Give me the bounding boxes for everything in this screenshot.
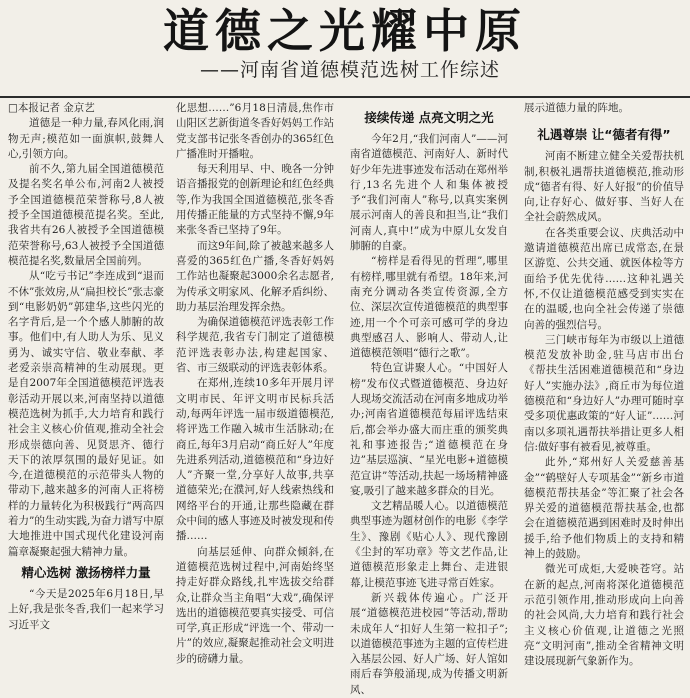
column-4 [524, 101, 684, 668]
header-divider [0, 96, 690, 98]
paragraph: 特色宣讲聚人心。“中国好人榜”发布仪式暨道德模范、身边好人现场交流活动在河南多地成功举办;河南省道德模范每届评选结束后,都会举办盛大而庄重的颁奖典礼和事迹报告;“道德模范在身边”基层巡演、“星光电影+道德模范宣讲”等活动,扶起一场场精神盛宴,吸引了越来越多群众的目光。 [350, 362, 508, 497]
column-4-continuation [524, 101, 684, 116]
section-heading-courtesy: 礼遇尊崇 让“德者有得” [537, 127, 671, 143]
column-2 [176, 101, 334, 665]
column-1-paragraphs-after [8, 587, 164, 633]
page-subtitle: ——河南省道德模范选树工作综述 [200, 59, 501, 81]
paragraph: 向基层延伸、向群众倾斜,在道德模范选树过程中,河南始终坚持走好群众路线,扎牢选拔交给群众,让群众当主角唱“大戏”,确保评选出的道德模范要真实接受、可信可学,真正形成“评选一个、带动一片”的效应,凝聚起推动社会文明进步的磅礴力量。 [176, 545, 334, 665]
column-1 [8, 101, 164, 631]
column-2-continuation [176, 101, 334, 162]
paragraph: 河南不断建立健全关爱帮扶机制,积极礼遇帮扶道德模范,推动形成“德者有得、好人好报”的价值导向,让存好心、做好事、当好人在全社会蔚然成风。 [524, 150, 684, 224]
paragraph: 展示道德力量的阵地。 [524, 102, 629, 114]
paragraph: 在各类重要会议、庆典活动中邀请道德模范出席已成常态,在景区游览、公共交通、就医体检等方面给予优先优待……这种礼遇关怀,不仅让道德模范感受到实实在在的温暖,也向全社会传递了崇德向善的强烈信号。 [524, 226, 684, 331]
paragraph: 新兴载体传遍心。广泛开展“道德模范进校园”等活动,帮助未成年人“扣好人生第一粒扣子”;以道德模范事迹为主题的宣传栏进入基层公园、好人广场、好人馆如雨后春笋般涌现,成为传播文明新风、 [350, 591, 508, 696]
section-heading-transmission: 接续传递 点亮文明之光 [364, 110, 494, 125]
paragraph: 道德是一种力量,春风化雨,润物无声;模范如一面旗帜,鼓舞人心,引领方向。 [8, 117, 164, 160]
column-2-paragraphs [176, 162, 334, 667]
paragraph: 文艺精品暖人心。以道德模范典型事迹为题材创作的电影《李学生》、豫剧《贴心人》、现代豫剧《尘封的军功章》等文艺作品,让道德模范形象走上舞台、走进银幕,让模范事迹飞进寻常百姓家。 [350, 500, 508, 589]
paragraph: 每天利用早、中、晚各一分钟语音播报党的创新理论和红色经典等,作为我国全国道德模范,张冬香用传播正能量的方式坚持不懈,9年来张冬香已坚持了9年。 [176, 163, 334, 237]
paragraph: 此外,“郑州好人关爱慈善基金”“鹤壁好人专项基金”“新乡市道德模范帮扶基金”等汇聚了社会各界关爱的道德模范帮扶基金,也都会在道德模范遇到困难时及时伸出援手,给予他们物质上的支持和精神上的鼓励。 [524, 456, 684, 561]
paragraph: 从“吃亏书记”李连成到“退而不休”张效房,从“扁担校长”张志豪到“电影奶奶”郭建华,这些闪光的名字背后,是一个个感人肺腑的故事。他们中,有人助人为乐、见义勇为、诚实守信、敬业奉献、孝老爱亲崇高精神的生动展现。更是自2007年全国道德模范评选表彰活动开展以来,河南坚持以道德模范选树为抓手,大力培育和践行社会主义核心价值观,推动全社会形成崇德向善、见贤思齐、德行天下的浓厚氛围的最好见证。如今,在道德模范的示范带头人物的带动下,越来越多的河南人正将榜样的力量转化为积极践行“两高四着力”的生动实践,为奋力谱写中原大地推进中国式现代化建设河南篇章凝聚起强大精神力量。 [8, 270, 164, 558]
paragraph: 三门峡市每年为市级以上道德模范发放补助金,驻马店市出台《帮扶生活困难道德模范和“身边好人”实施办法》,商丘市为每位道德模范和“身边好人”办理可随时享受多项优惠政策的“好人证”……河南以多项礼遇帮扶举措让更多人相信:做好事有被看见,被尊重。 [524, 333, 684, 453]
column-3-paragraphs [350, 132, 508, 698]
paragraph: “今天是2025年6月18日,早上好,我是张冬香,我们一起来学习习近平文 [8, 587, 164, 631]
paragraph: 为确保道德模范评选表彰工作科学规范,我省专门制定了道德模范评选表彰办法,构建起国家、省、市三级联动的评选表彰体系。 [176, 316, 334, 375]
byline: □本报记者 金京艺 [8, 102, 95, 114]
page-title: 道德之光耀中原 [163, 4, 527, 58]
paragraph: 微光可成炬,大爱映苍穹。站在新的起点,河南将深化道德模范示范引领作用,推动形成向上向善的社会风尚,大力培育和践行社会主义核心价值观,让道德之光照亮“文明河南”,推动全省精神文明建设展现新气象新作为。 [524, 563, 684, 668]
paragraph: “榜样是看得见的哲理”,哪里有榜样,哪里就有希望。18年来,河南充分调动各类宣传资源,全方位、深层次宣传道德模范的典型事迹,用一个个可亲可感可学的身边典型感召人、影响人、带动人,让道德模范领唱“德行之歌”。 [350, 255, 508, 360]
column-1-paragraphs [8, 116, 164, 560]
paragraph: 而这9年间,除了被越来越多人喜爱的365红色广播,冬香好妈妈工作站也凝聚起3000余名志愿者,为传承文明家风、化解矛盾纠纷、助力基层治理发挥余热。 [176, 239, 334, 313]
paragraph: 在郑州,连续10多年开展月评文明市民、年评文明市民标兵活动,每两年评选一届市级道德模范,将评选工作融入城市生活脉动;在商丘,每年3月启动“商丘好人”年度先进系列活动,道德模范和“身边好人”齐聚一堂,分享好人故事,共享道德荣光;在濮河,好人线索热线和网络平台的开通,让那些隐藏在群众中间的感人事迹及时被发现和传播…… [176, 377, 334, 543]
column-4-paragraphs [524, 149, 684, 669]
column-3 [350, 101, 508, 696]
paragraph: 今年2月,“我们河南人”——河南省道德模范、河南好人、新时代好少年先进事迹发布活动在郑州举行,13名先进个人和集体被授予“我们河南人”称号,以真实案例展示河南人的善良和担当,让“我们河南人,真中!”成为中原儿女发自肺腑的自豪。 [350, 133, 508, 253]
paragraph: 前不久,第九届全国道德模范及提名奖名单公布,河南2人被授予全国道德模范荣誉称号,8人被授予全国道德模范提名奖。至此,我省共有26人被授予全国道德模范荣誉称号,63人被授予全国道德模范提名奖,数量居全国前列。 [8, 163, 164, 267]
section-heading-selection: 精心选树 激扬榜样力量 [21, 564, 151, 580]
paragraph: 化思想……”6月18日清晨,焦作市山阳区艺新街道冬香好妈妈工作站党支部书记张冬香创办的365红色广播准时开播啦。 [176, 102, 334, 160]
